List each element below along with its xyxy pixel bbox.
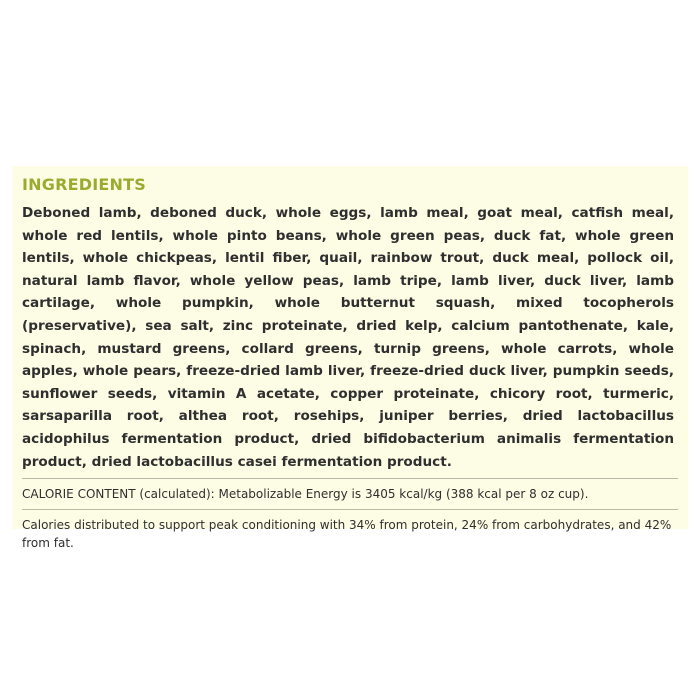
calorie-distribution: Calories distributed to support peak conditioning with 34% from protein, 24% from carbohydrates, and 42% from fat. <box>22 518 672 551</box>
divider <box>22 509 678 510</box>
calorie-content: CALORIE CONTENT (calculated): Metabolizable Energy is 3405 kcal/kg (388 kcal per 8 oz cup). <box>22 487 589 502</box>
divider <box>22 478 678 479</box>
ingredients-panel <box>12 166 688 551</box>
ingredients-list: Deboned lamb, deboned duck, whole eggs, lamb meal, goat meal, catfish meal, whole red lentils, whole pinto beans, whole green peas, duck fat, whole green lentils, whole chickpeas, lentil fiber, quail, rainbow trout, duck meal, pollock oil, natural lamb flavor, whole yellow peas, lamb tripe, lamb liver, duck liver, lamb cartilage, whole pumpkin, whole butternut squash, mixed tocopherols (preservative), sea salt, zinc proteinate, dried kelp, calcium pantothenate, kale, spinach, mustard greens, collard greens, turnip greens, whole carrots, whole apples, whole pears, freeze-dried lamb liver, freeze-dried duck liver, pumpkin seeds, sunflower seeds, vitamin A acetate, copper proteinate, chicory root, turmeric, sarsaparilla root, althea root, rosehips, juniper berries, dried lactobacillus acidophilus fermentation product, dried bifidobacterium animalis fermentation product, dried lactobacillus casei fermentation product. <box>22 205 674 470</box>
ingredients-heading: INGREDIENTS <box>22 175 146 194</box>
